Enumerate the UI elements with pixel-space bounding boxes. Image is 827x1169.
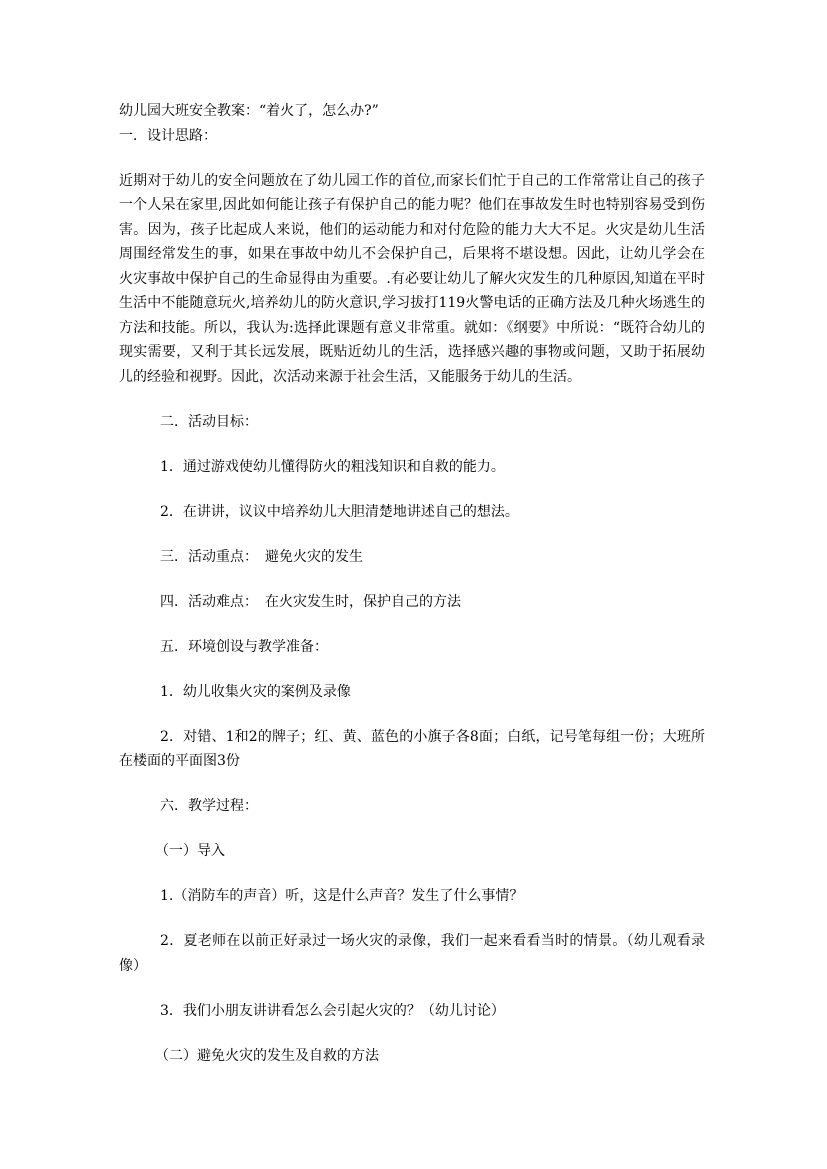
design-paragraph: 近期对于幼儿的安全问题放在了幼儿园工作的首位,而家长们忙于自己的工作常常让自己的孩子一个人呆在家里,因此如何能让孩子有保护自己的能力呢？他们在事故发生时也特别容易受到伤害。因为，孩子比起成人来说，他们的运动能力和对付危险的能力大大不足。火灾是幼儿生活周围经常发生的事，如果在事故中幼儿不会保护自己，后果将不堪设想。因此，让幼儿学会在火灾事故中保护自己的生命显得由为重要。.有必要让幼儿了解火灾发生的几种原因,知道在平时生活中不能随意玩火,培养幼儿的防火意识,学习拔打119火警电话的正确方法及几种火场逃生的方法和技能。所以，我认为:选择此课题有意义非常重。就如：《纲要》中所说：“既符合幼儿的现实需要，又利于其长远发展，既贴近幼儿的生活，选择感兴趣的事物或问题，又助于拓展幼儿的经验和视野。因此，次活动来源于社会生活，又能服务于幼儿的生活。 [119, 172, 705, 385]
section-key-point: 三．活动重点： 避免火灾的发生 [160, 548, 363, 565]
document-title: 幼儿园大班安全教案：“着火了，怎么办?” [119, 103, 379, 119]
prep-item-2: 2．对错、1和2的牌子；红、黄、蓝色的小旗子各8面；白纸，记号笔每组一份；大班所在楼面的平面图3份 [119, 728, 705, 769]
step-item-1: 1.（消防车的声音）听，这是什么声音？发生了什么事情？ [160, 888, 524, 904]
goal-item-1: 1．通过游戏使幼儿懂得防火的粗浅知识和自救的能力。 [160, 458, 505, 475]
goal-item-2: 2．在讲讲，议议中培养幼儿大胆清楚地讲述自己的想法。 [160, 503, 519, 520]
section-heading-design: 一．设计思路： [119, 127, 217, 144]
step-item-2: 2．夏老师在以前正好录过一场火灾的录像，我们一起来看看当时的情景。（幼儿观看录像） [119, 933, 705, 974]
prep-item-1: 1．幼儿收集火灾的案例及录像 [160, 683, 351, 700]
section-heading-preparation: 五．环境创设与教学准备： [160, 638, 328, 655]
step-item-3: 3．我们小朋友讲讲看怎么会引起火灾的？（幼儿讨论） [160, 1002, 505, 1019]
section-difficulty: 四．活动难点： 在火灾发生时，保护自己的方法 [160, 593, 461, 610]
section-heading-process: 六．教学过程： [160, 798, 258, 814]
document-page [119, 99, 705, 1068]
part-heading-intro: （一）导入 [155, 843, 225, 859]
part-heading-avoid-fire: （二）避免火灾的发生及自救的方法 [155, 1047, 379, 1064]
section-heading-goals: 二．活动目标： [160, 413, 258, 430]
